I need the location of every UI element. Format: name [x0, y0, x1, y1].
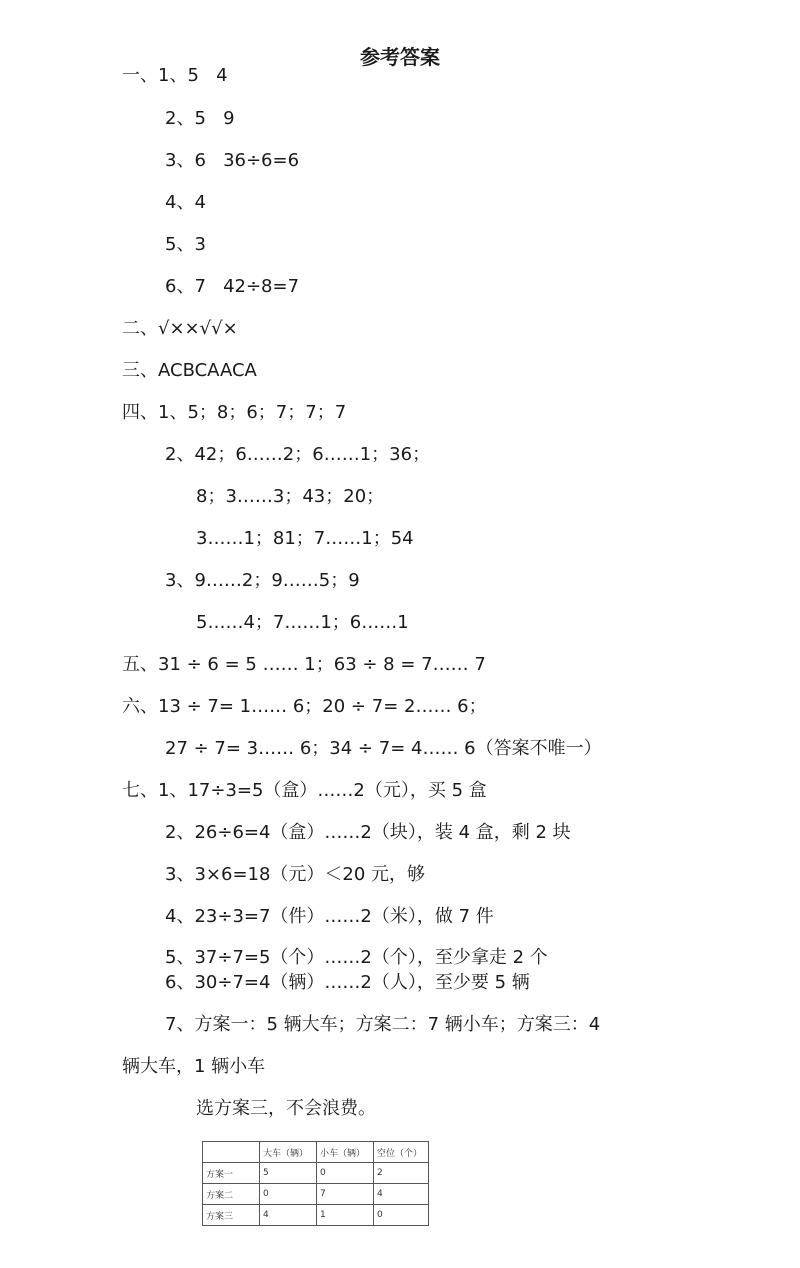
answer-section-1-q4: 4、4	[165, 192, 206, 213]
answer-section-1-q2: 2、5 9	[165, 108, 235, 129]
table-cell: 方案一	[203, 1163, 260, 1184]
table-cell: 2	[374, 1163, 429, 1184]
answer-section-5: 五、31 ÷ 6 = 5 …… 1；63 ÷ 8 = 7…… 7	[122, 654, 486, 675]
answer-section-1-q5: 5、3	[165, 234, 206, 255]
answer-section-6-line2: 27 ÷ 7= 3…… 6；34 ÷ 7= 4…… 6（答案不唯一）	[165, 738, 602, 759]
table-cell: 0	[374, 1205, 429, 1226]
table-header-cell: 大车（辆）	[260, 1142, 317, 1163]
plan-table	[202, 1141, 429, 1226]
answer-section-7-q2: 2、26÷6=4（盒）……2（块），装 4 盒，剩 2 块	[165, 822, 571, 843]
answer-section-7-q6: 6、30÷7=4（辆）……2（人），至少要 5 辆	[165, 972, 530, 993]
table-cell: 5	[260, 1163, 317, 1184]
table-cell: 1	[317, 1205, 374, 1226]
answer-section-1-q3: 3、6 36÷6=6	[165, 150, 300, 171]
answer-section-7-q7-line2: 辆大车，1 辆小车	[122, 1056, 266, 1077]
table-cell: 4	[374, 1184, 429, 1205]
table-header-row	[203, 1142, 429, 1163]
table-cell: 方案二	[203, 1184, 260, 1205]
answer-section-1-q1: 一、1、5 4	[122, 65, 228, 86]
answer-section-7-q7-conclusion: 选方案三，不会浪费。	[196, 1098, 376, 1119]
page-title: 参考答案	[360, 45, 440, 69]
table-header-cell	[203, 1142, 260, 1163]
table-cell: 方案三	[203, 1205, 260, 1226]
table-row	[203, 1184, 429, 1205]
answer-section-7-q5: 5、37÷7=5（个）……2（个），至少拿走 2 个	[165, 947, 548, 968]
table-row	[203, 1205, 429, 1226]
table-cell: 4	[260, 1205, 317, 1226]
answer-section-7-q1: 七、1、17÷3=5（盒）……2（元），买 5 盒	[122, 780, 487, 801]
answer-section-4-q3-line2: 5……4；7……1；6……1	[196, 612, 409, 633]
table-cell: 0	[317, 1163, 374, 1184]
answer-section-4-q2-line1: 2、42；6……2；6……1；36；	[165, 444, 431, 465]
answer-section-4-q1: 四、1、5；8；6；7；7；7	[122, 402, 347, 423]
answer-section-4-q3-line1: 3、9……2；9……5；9	[165, 570, 360, 591]
table-cell: 0	[260, 1184, 317, 1205]
answer-section-7-q3: 3、3×6=18（元）＜20 元，够	[165, 864, 426, 885]
answer-section-3: 三、ACBCAACA	[122, 360, 257, 381]
answer-section-6-line1: 六、13 ÷ 7= 1…… 6；20 ÷ 7= 2…… 6；	[122, 696, 487, 717]
table-header-cell: 空位（个）	[374, 1142, 429, 1163]
table-cell: 7	[317, 1184, 374, 1205]
answer-section-4-q2-line2: 8；3……3；43；20；	[196, 486, 385, 507]
answer-section-2: 二、√××√√×	[122, 318, 238, 339]
table-header-cell: 小车（辆）	[317, 1142, 374, 1163]
table-row	[203, 1163, 429, 1184]
answer-section-7-q4: 4、23÷3=7（件）……2（米），做 7 件	[165, 906, 494, 927]
answer-section-1-q6: 6、7 42÷8=7	[165, 276, 300, 297]
answer-section-7-q7-line1: 7、方案一：5 辆大车；方案二：7 辆小车；方案三：4	[165, 1014, 601, 1035]
answer-section-4-q2-line3: 3……1；81；7……1；54	[196, 528, 414, 549]
